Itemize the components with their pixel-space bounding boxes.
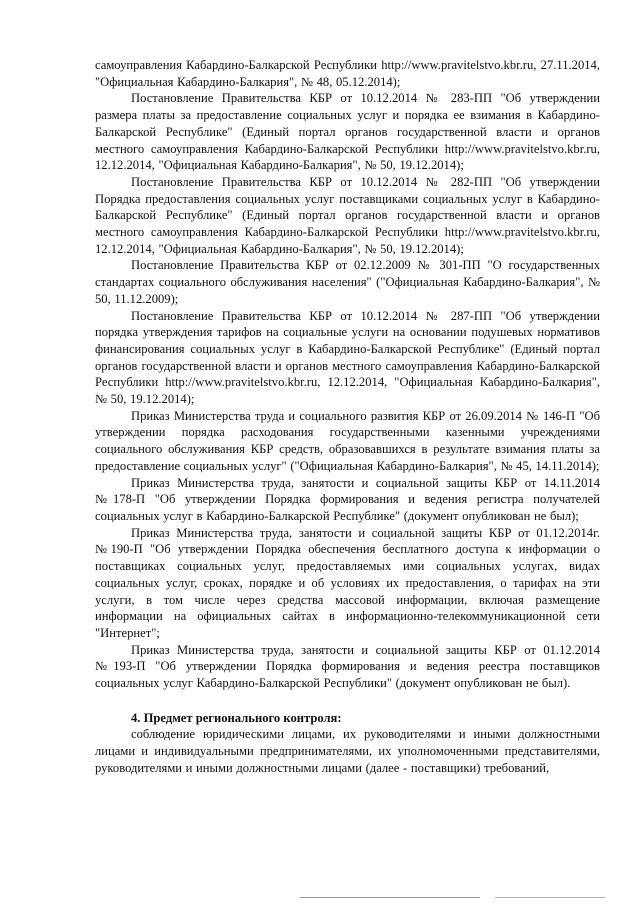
paragraph-resolution-282: Постановление Правительства КБР от 10.12.2014 № 282-ПП "Об утверждении Порядка предоставления социальных услуг поставщиками социальных услуг в Кабардино-Балкарской Республике" (Единый портал органов государственной власти и органов местного самоуправления Кабардино-Балкарской Республики http://www.pravitelstvo.kbr.ru, 12.12.2014, "Официальная Кабардино-Балкария", № 50, 19.12.2014); xyxy=(95,174,600,256)
section-heading: 4. Предмет регионального контроля: xyxy=(131,710,342,725)
document-page xyxy=(95,57,600,777)
paragraph-resolution-287: Постановление Правительства КБР от 10.12.2014 № 287-ПП "Об утверждении порядка утверждения тарифов на социальные услуги на основании подушевых нормативов финансирования социальных услуг в Кабардино-Балкарской Республике" (Единый портал органов государственной власти и органов местного самоуправления Кабардино-Балкарской Республики http://www.pravitelstvo.kbr.ru, 12.12.2014, "Официальная Кабардино-Балкария", № 50, 19.12.2014); xyxy=(95,308,600,407)
paragraph-order-193: Приказ Министерства труда, занятости и социальной защиты КБР от 01.12.2014 №193-П "Об утверждении Порядка формирования и ведения реестра поставщиков социальных услуг Кабардино-Балкарской Республики" (документ опубликован не был). xyxy=(95,642,600,691)
scan-edge-line-right xyxy=(495,897,605,898)
section-spacer xyxy=(95,692,600,710)
section-text: соблюдение юридическими лицами, их руководителями и иными должностными лицами и индивидуальными предпринимателями, их уполномоченными представителями, руководителями и иными должностными лицами (далее - поставщики) требований, xyxy=(95,727,600,775)
paragraph-resolution-283: Постановление Правительства КБР от 10.12.2014 № 283-ПП "Об утверждении размера платы за предоставление социальных услуг и порядка ее взимания в Кабардино-Балкарской Республике" (Единый портал органов государственной власти и органов местного самоуправления Кабардино-Балкарской Республики http://www.pravitelstvo.kbr.ru, 12.12.2014, "Официальная Кабардино-Балкария", № 50, 19.12.2014); xyxy=(95,91,600,173)
paragraph-order-178: Приказ Министерства труда, занятости и социальной защиты КБР от 14.11.2014 №178-П "Об утверждении Порядка формирования и ведения регистра получателей социальных услуг в Кабардино-Балкарской Республике" (документ опубликован не был); xyxy=(95,475,600,523)
scan-edge-line xyxy=(300,897,480,898)
paragraph-order-190: Приказ Министерства труда, занятости и социальной защиты КБР от 01.12.2014г. №190-П "Об утверждении Порядка обеспечения бесплатного доступа к информации о поставщиках социальных услуг, предоставляемых ими социальных услугах, видах социальных услуг, сроках, порядке и об условиях их предоставления, о тарифах на эти услуги, в том числе через средства массовой информации, включая размещение информации на официальных сайтах в информационно-телекоммуникационной сети "Интернет"; xyxy=(95,525,600,640)
paragraph-continuation: самоуправления Кабардино-Балкарской Республики http://www.pravitelstvo.kbr.ru, 27.11.2014, "Официальная Кабардино-Балкария", № 48, 05.12.2014); xyxy=(95,58,600,89)
paragraph-resolution-301: Постановление Правительства КБР от 02.12.2009 № 301-ПП "О государственных стандартах социального обслуживания населения" ("Официальная Кабардино-Балкария", № 50, 11.12.2009); xyxy=(95,258,600,306)
paragraph-order-146: Приказ Министерства труда и социального развития КБР от 26.09.2014 № 146-П "Об утверждении порядка расходования государственными казенными учреждениями социального обслуживания КБР средств, образовавшихся в результате взимания платы за предоставление социальных услуг" ("Официальная Кабардино-Балкария", № 45, 14.11.2014); xyxy=(95,408,600,473)
